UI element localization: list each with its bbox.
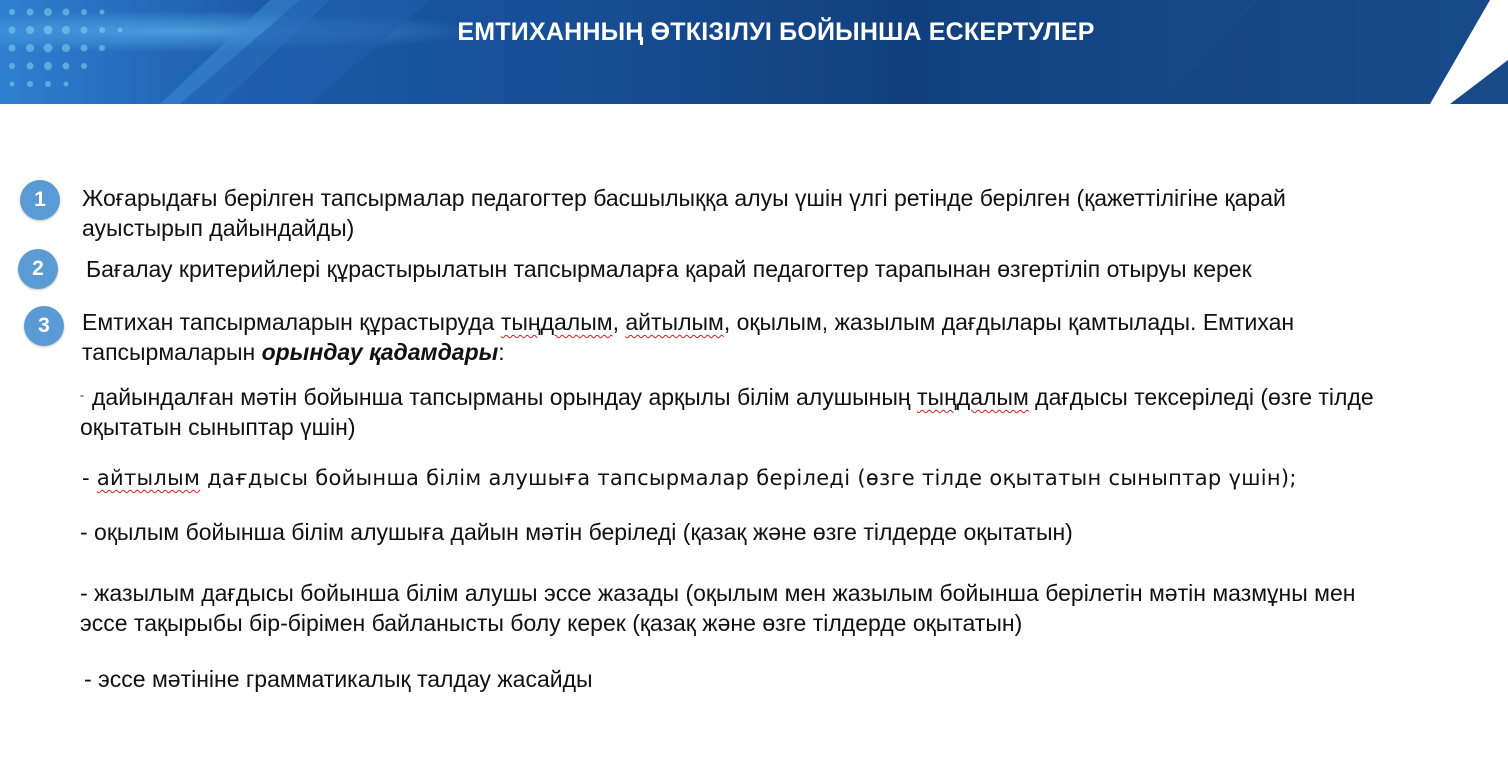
page-title: ЕМТИХАННЫҢ ӨТКІЗІЛУІ БОЙЫНША ЕСКЕРТУЛЕР — [457, 18, 1095, 46]
emphasis-steps: орындау қадамдары — [261, 339, 499, 365]
term-listening-step: тыңдалым — [917, 384, 1029, 410]
step-writing: - жазылым дағдысы бойынша білім алушы эссе жазады (оқылым мен жазылым бойынша берілетін мәтін мазмұны мен эссе тақырыбы бір-бірімен байланысты болу керек (қазақ және өзге тілдерде оқытатын) — [80, 580, 1356, 636]
header-background — [0, 0, 1508, 104]
step-grammar: - эссе мәтініне грамматикалық талдау жасайды — [84, 666, 593, 692]
step-speaking: - айтылым дағдысы бойынша білім алушыға тапсырмалар беріледі (өзге тілде оқытатын сыныптар үшін); — [82, 466, 1297, 490]
header-banner — [0, 0, 1508, 104]
term-speaking-step: айтылым — [96, 466, 201, 490]
term-speaking: айтылым — [625, 309, 724, 335]
note-3-text: Емтихан тапсырмаларын құрастыруда тыңдалым, айтылым, оқылым, жазылым дағдылары қамтылады. Емтихан тапсырмаларын орындау қадамдары: — [82, 309, 1295, 365]
note-1-text: Жоғарыдағы берілген тапсырмалар педагогтер басшылыққа алуы үшін үлгі ретінде берілген (қажеттілігіне қарай ауыстырып дайындайды) — [82, 185, 1286, 241]
note-3-number-badge: 3 — [24, 306, 64, 346]
term-listening: тыңдалым — [500, 309, 613, 335]
step-listening: - дайындалған мәтін бойынша тапсырманы орындау арқылы білім алушының тыңдалым дағдысы тексеріледі (өзге тілде оқытатын сыныптар үшін) — [80, 384, 1374, 440]
note-2-number-badge: 2 — [18, 249, 58, 289]
step-reading: - оқылым бойынша білім алушыға дайын мәтін беріледі (қазақ және өзге тілдерде оқытатын) — [80, 519, 1073, 545]
note-1-number-badge: 1 — [20, 180, 60, 220]
note-2-text: Бағалау критерийлері құрастырылатын тапсырмаларға қарай педагогтер тарапынан өзгертіліп отыруы керек — [86, 256, 1252, 282]
